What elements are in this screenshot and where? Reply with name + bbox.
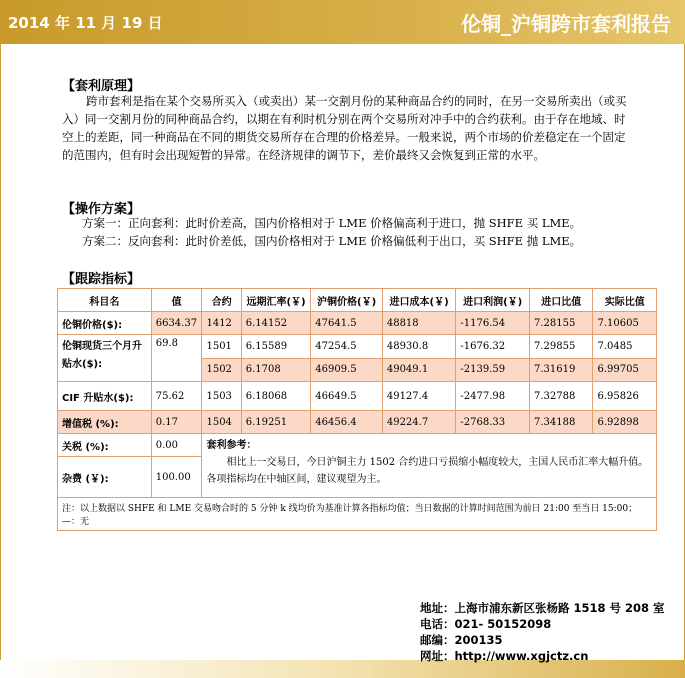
cell-actual: 7.10605 [593,312,657,335]
plan-option-1: 方案一：正向套利：此时价差高，国内价格相对于 LME 价格偏高利于进口，抛 SHFE 买 LME。 [82,216,582,230]
cell-ratio: 7.32788 [529,382,592,411]
cell-profit: -1176.54 [456,312,530,335]
cell-contract: 1501 [202,335,241,359]
cell-rate: 6.15589 [241,335,311,359]
address-line: 地址：上海市浦东新区张杨路 1518 号 208 室 [420,601,665,615]
cell-rate: 6.18068 [241,382,311,411]
report-date: 2014 年 11 月 19 日 [8,14,163,32]
table-header-row [58,289,657,312]
tracking-heading: 【跟踪指标】 [62,272,141,287]
cell-ratio: 7.29855 [529,335,592,359]
cell-contract: 1502 [202,358,241,382]
principle-paragraph: 跨市套利是指在某个交易所买入（或卖出）某一交割月份的某种商品合约的同时，在另一交易所卖出（或买入）同一交割月份的同种商品合约，以期在有利时机分别在两个交易所对冲手中的合约获利。由于存在地域、时空上的差距，同一种商品在不同的期货交易所存在合理的价格差异。一般来说，两个市场的价差稳定在一个固定的范围内，但有时会出现短暂的异常。在经济规律的调节下，差价最终又会恢复到正常的水平。 [62,94,627,162]
table-row [58,434,657,457]
cell-actual: 6.99705 [593,358,657,382]
cell-rate: 6.1708 [241,358,311,382]
cell-ratio: 7.31619 [529,358,592,382]
col-header: 值 [151,289,202,312]
cell-value: 75.62 [151,382,202,411]
row-label: 伦铜价格($): [58,312,152,335]
row-label: 增值税 (%): [58,411,152,434]
arbitrage-reference [202,434,657,498]
cell-cost: 49127.4 [382,382,456,411]
col-header: 合约 [202,289,241,312]
table-note: 注：以上数据以 SHFE 和 LME 交易吻合时的 5 分钟 k 线均价为基准计算各指标均值；当日数据的计算时间范围为前日 21:00 至当日 15:00；—：无 [58,498,657,531]
plan-option-2: 方案二：反向套利：此时价差低，国内价格相对于 LME 价格偏低利于出口，买 SHFE 抛 LME。 [82,234,582,248]
table-row [58,335,657,359]
col-header: 沪铜价格(￥) [311,289,383,312]
row-label: CIF 升贴水($): [58,382,152,411]
row-label: 伦铜现货三个月升贴水($): [58,335,152,382]
row-label: 关税 (%): [58,434,152,457]
cell-ratio: 7.34188 [529,411,592,434]
cell-contract: 1504 [202,411,241,434]
reference-title: 套利参考： [206,440,257,451]
cell-cost: 49224.7 [382,411,456,434]
col-header: 进口成本(￥) [382,289,456,312]
cell-profit: -2477.98 [456,382,530,411]
report-header [0,0,685,44]
zip-line: 邮编：200135 [420,633,503,647]
cell-value: 6634.37 [151,312,202,335]
col-header: 进口比值 [529,289,592,312]
col-header: 实际比值 [593,289,657,312]
cell-cost: 48818 [382,312,456,335]
cell-ratio: 7.28155 [529,312,592,335]
plan-heading: 【操作方案】 [62,202,141,217]
cell-rate: 6.14152 [241,312,311,335]
contact-info [420,600,665,664]
col-header: 远期汇率(￥) [241,289,311,312]
cell-shfe: 46456.4 [311,411,383,434]
cell-shfe: 47254.5 [311,335,383,359]
row-label: 杂费 (￥): [58,457,152,498]
cell-shfe: 46909.5 [311,358,383,382]
col-header: 进口利润(￥) [456,289,530,312]
cell-value: 0.17 [151,411,202,434]
cell-profit: -2768.33 [456,411,530,434]
cell-rate: 6.19251 [241,411,311,434]
cell-cost: 49049.1 [382,358,456,382]
phone-line: 电话：021- 50152098 [420,617,552,631]
cell-actual: 7.0485 [593,335,657,359]
cell-actual: 6.92898 [593,411,657,434]
report-title: 伦铜_沪铜跨市套利报告 [461,12,671,36]
plan-text [82,214,662,250]
principle-text [62,92,632,164]
cell-contract: 1412 [202,312,241,335]
cell-contract: 1503 [202,382,241,411]
cell-value: 0.00 [151,434,202,457]
table-row [58,312,657,335]
table-row [58,498,657,531]
cell-shfe: 47641.5 [311,312,383,335]
cell-actual: 6.95826 [593,382,657,411]
reference-text: 相比上一交易日，今日沪铜主力 1502 合约进口亏损缩小幅度较大，主国人民币汇率大幅升值。各项指标均在中轴区间，建议观望为主。 [206,457,649,485]
cell-profit: -2139.59 [456,358,530,382]
table-row [58,411,657,434]
col-header: 科目名 [58,289,152,312]
cell-value: 100.00 [151,457,202,498]
cell-value: 69.8 [151,335,202,382]
website-line: 网址：http://www.xgjctz.cn [420,649,589,663]
cell-cost: 48930.8 [382,335,456,359]
cell-shfe: 46649.5 [311,382,383,411]
principle-heading: 【套利原理】 [62,79,141,94]
table-row [58,382,657,411]
tracking-table [57,288,657,531]
cell-profit: -1676.32 [456,335,530,359]
